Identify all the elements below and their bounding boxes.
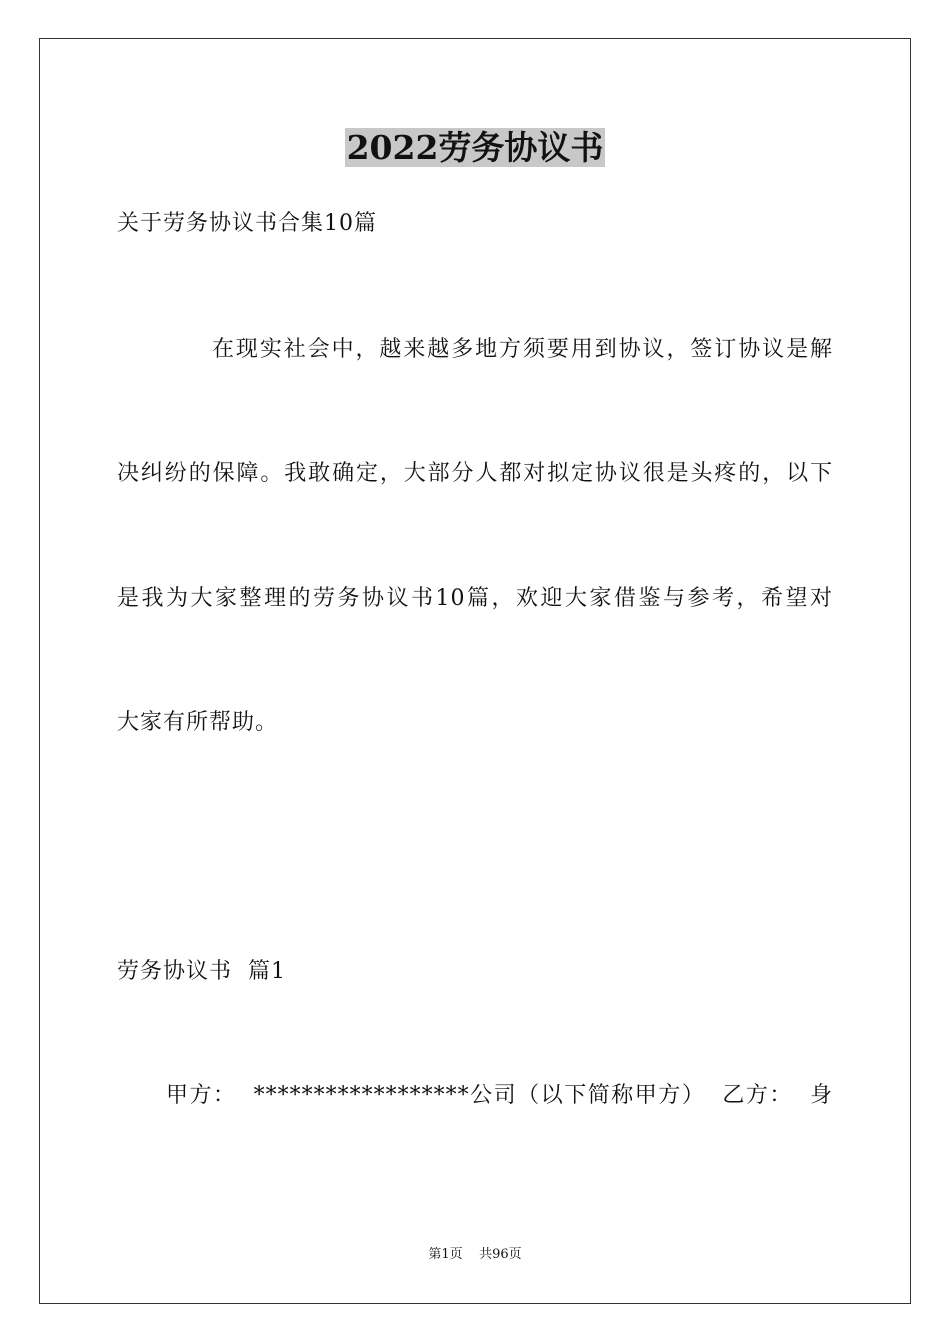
document-title: 2022劳务协议书 (346, 128, 604, 167)
section-heading: 劳务协议书 篇1 (117, 959, 286, 984)
intro-line-2: 决纠纷的保障。我敢确定，大部分人都对拟定协议很是头疼的，以下 (117, 461, 833, 486)
intro-line-1: 在现实社会中，越来越多地方须要用到协议，签订协议是解 (212, 337, 833, 362)
intro-line-4: 大家有所帮助。 (117, 710, 279, 735)
document-subtitle: 关于劳务协议书合集10篇 (117, 211, 377, 236)
page-number-footer: 第1页 共96页 (428, 1247, 522, 1262)
party-line: 甲方： ******************公司（以下简称甲方） 乙方： 身 (166, 1083, 833, 1108)
intro-line-3: 是我为大家整理的劳务协议书10篇，欢迎大家借鉴与参考，希望对 (117, 586, 833, 611)
